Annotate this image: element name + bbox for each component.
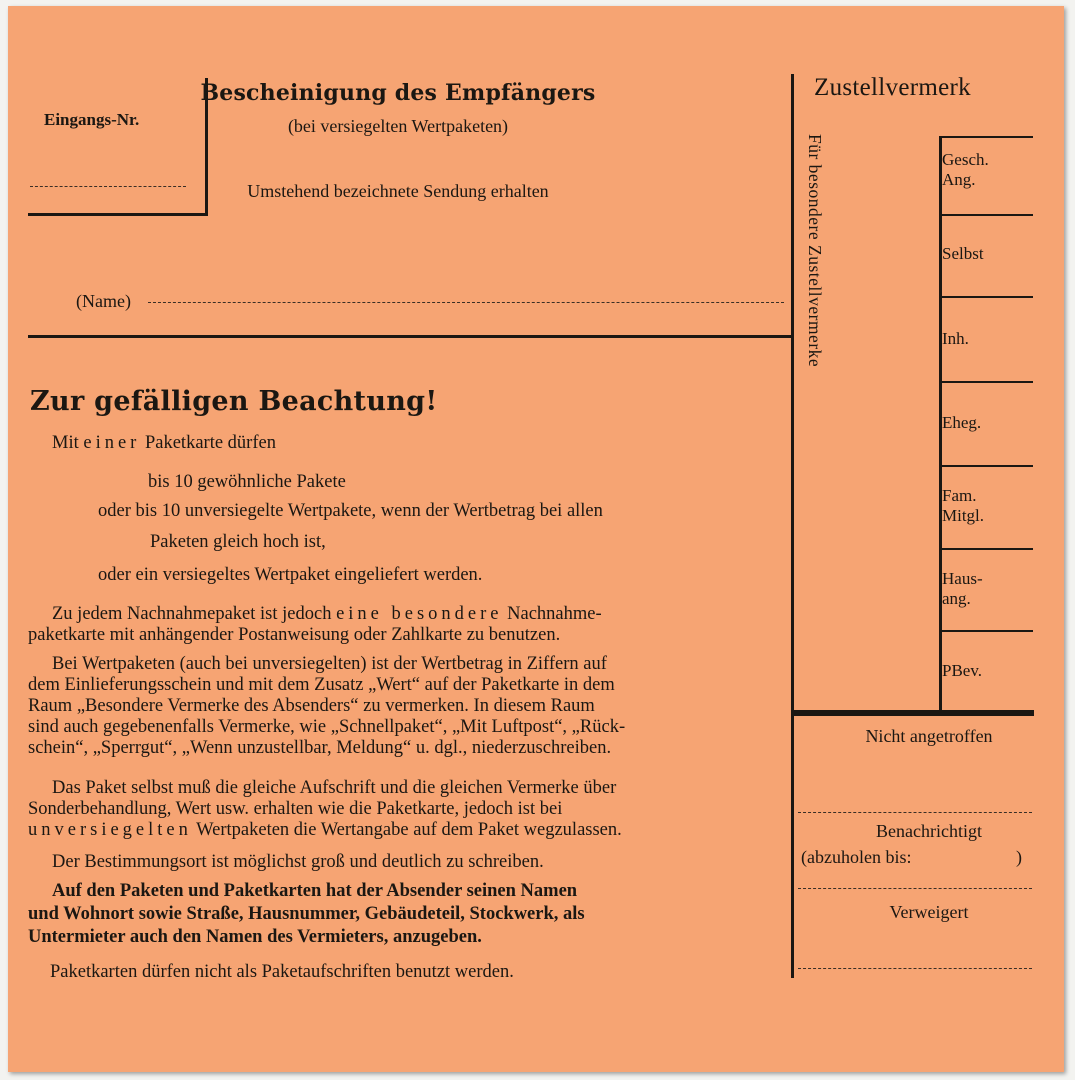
special-notes-text: Für besondere Zustellvermerke (805, 134, 825, 368)
notice-spaced-text: eine besondere (336, 604, 503, 624)
certificate-title: Bescheinigung des Empfängers (200, 80, 596, 106)
notice-line: Der Bestimmungsort ist möglichst groß und deutlich zu schreiben. (52, 852, 544, 872)
cell-label-line: Eheg. (942, 413, 982, 432)
notice-line (28, 820, 622, 841)
notice-line (52, 433, 276, 454)
pickup-until-close-paren: ) (1016, 847, 1022, 867)
cells-separator (939, 381, 1033, 383)
cells-separator (939, 548, 1033, 550)
cell-label-line: Fam. (942, 486, 977, 505)
notified-field[interactable] (798, 888, 1032, 889)
notice-line: oder ein versiegeltes Wertpaket eingeliefert werden. (98, 565, 483, 585)
cell-label-line: PBev. (942, 661, 982, 680)
name-field[interactable] (148, 302, 784, 303)
zustell-cell-selbst[interactable] (942, 244, 1032, 264)
notice-text: Wertpaketen die Wertangabe auf dem Paket wegzulassen. (196, 820, 622, 840)
notice-spaced-text: unversiegelten (28, 820, 192, 840)
notice-line: Raum „Besondere Vermerke des Absenders“ zu vermerken. In diesem Raum (28, 696, 595, 716)
notice-text: Zu jedem Nachnahmepaket ist jedoch (52, 604, 332, 624)
not-found-field[interactable] (798, 812, 1032, 813)
cell-label-line: Gesch. (942, 150, 989, 169)
notice-line: Bei Wertpaketen (auch bei unversiegelten) ist der Wertbetrag in Ziffern auf (52, 654, 607, 674)
cells-separator (939, 465, 1033, 467)
name-label: (Name) (76, 291, 131, 311)
special-notes-vertical-label (798, 134, 838, 454)
header-divider-line (28, 335, 794, 338)
notice-text: Nachnahme- (507, 604, 602, 624)
zustell-cell-eheg[interactable] (942, 413, 1032, 433)
notice-bold-line: Auf den Paketen und Paketkarten hat der Absender seinen Namen (52, 881, 578, 901)
notice-line: paketkarte mit anhängender Postanweisung oder Zahlkarte zu benutzen. (28, 625, 561, 645)
not-found-label: Nicht angetroffen (865, 726, 993, 746)
notice-bold-line: und Wohnort sowie Straße, Hausnummer, Gebäudeteil, Stockwerk, als (28, 904, 585, 924)
eingangs-nr-label: Eingangs-Nr. (44, 110, 140, 129)
cell-label-line: Haus- (942, 569, 983, 588)
cell-label-line: ang. (942, 589, 971, 608)
received-statement: Umstehend bezeichnete Sendung erhalten (247, 181, 549, 201)
zustell-cell-pbev[interactable] (942, 661, 1032, 681)
zustell-cell-gesch-ang[interactable] (942, 150, 1032, 190)
notice-line: Sonderbehandlung, Wert usw. erhalten wie die Paketkarte, jedoch ist bei (28, 799, 563, 819)
pickup-until-label: (abzuholen bis: (801, 847, 912, 867)
notice-text: Mit (52, 433, 79, 453)
notice-title: Zur gefälligen Beachtung! (30, 386, 438, 417)
refused-field[interactable] (798, 968, 1032, 969)
notice-line: bis 10 gewöhnliche Pakete (148, 472, 346, 492)
cells-separator (939, 630, 1033, 632)
notice-text: Paketkarte dürfen (144, 433, 276, 453)
notice-spaced-text: einer (83, 433, 141, 453)
notice-bold-line: Untermieter auch den Namen des Vermieters, anzugeben. (28, 927, 482, 947)
column-divider-line (791, 74, 794, 978)
cell-label-line: Inh. (942, 329, 969, 348)
cell-label-line: Ang. (942, 170, 976, 189)
notice-line: Paketen gleich hoch ist, (150, 532, 326, 552)
notice-line: dem Einlieferungsschein und mit dem Zusatz „Wert“ auf der Paketkarte in dem (28, 675, 615, 695)
notice-line: schein“, „Sperrgut“, „Wenn unzustellbar, Meldung“ u. dgl., niederzuschreiben. (28, 738, 612, 758)
cells-separator (939, 214, 1033, 216)
parcel-card (8, 6, 1064, 1072)
cells-separator (939, 296, 1033, 298)
cell-label-line: Selbst (942, 244, 984, 263)
refused-label: Verweigert (889, 902, 969, 922)
cell-label-line: Mitgl. (942, 506, 985, 525)
notified-label: Benachrichtigt (876, 821, 982, 841)
zustell-cell-inh[interactable] (942, 329, 1032, 349)
cells-separator (939, 136, 1033, 138)
zustell-cell-fam-mitgl[interactable] (942, 486, 1032, 526)
zustellvermerk-title: Zustellvermerk (814, 74, 971, 101)
cells-bottom-thick-line (794, 710, 1034, 716)
zustell-cell-haus-ang[interactable] (942, 569, 1032, 609)
eingangs-box-bottom-line (28, 213, 208, 216)
certificate-subtitle: (bei versiegelten Wertpaketen) (287, 116, 509, 136)
notice-line: Paketkarten dürfen nicht als Paketaufschriften benutzt werden. (50, 962, 514, 982)
notice-line: oder bis 10 unversiegelte Wertpakete, wenn der Wertbetrag bei allen (98, 501, 603, 521)
notice-line: sind auch gegebenenfalls Vermerke, wie „Schnellpaket“, „Mit Luftpost“, „Rück- (28, 717, 626, 737)
notice-line: Das Paket selbst muß die gleiche Aufschrift und die gleichen Vermerke über (52, 778, 617, 798)
notice-line (52, 604, 602, 625)
